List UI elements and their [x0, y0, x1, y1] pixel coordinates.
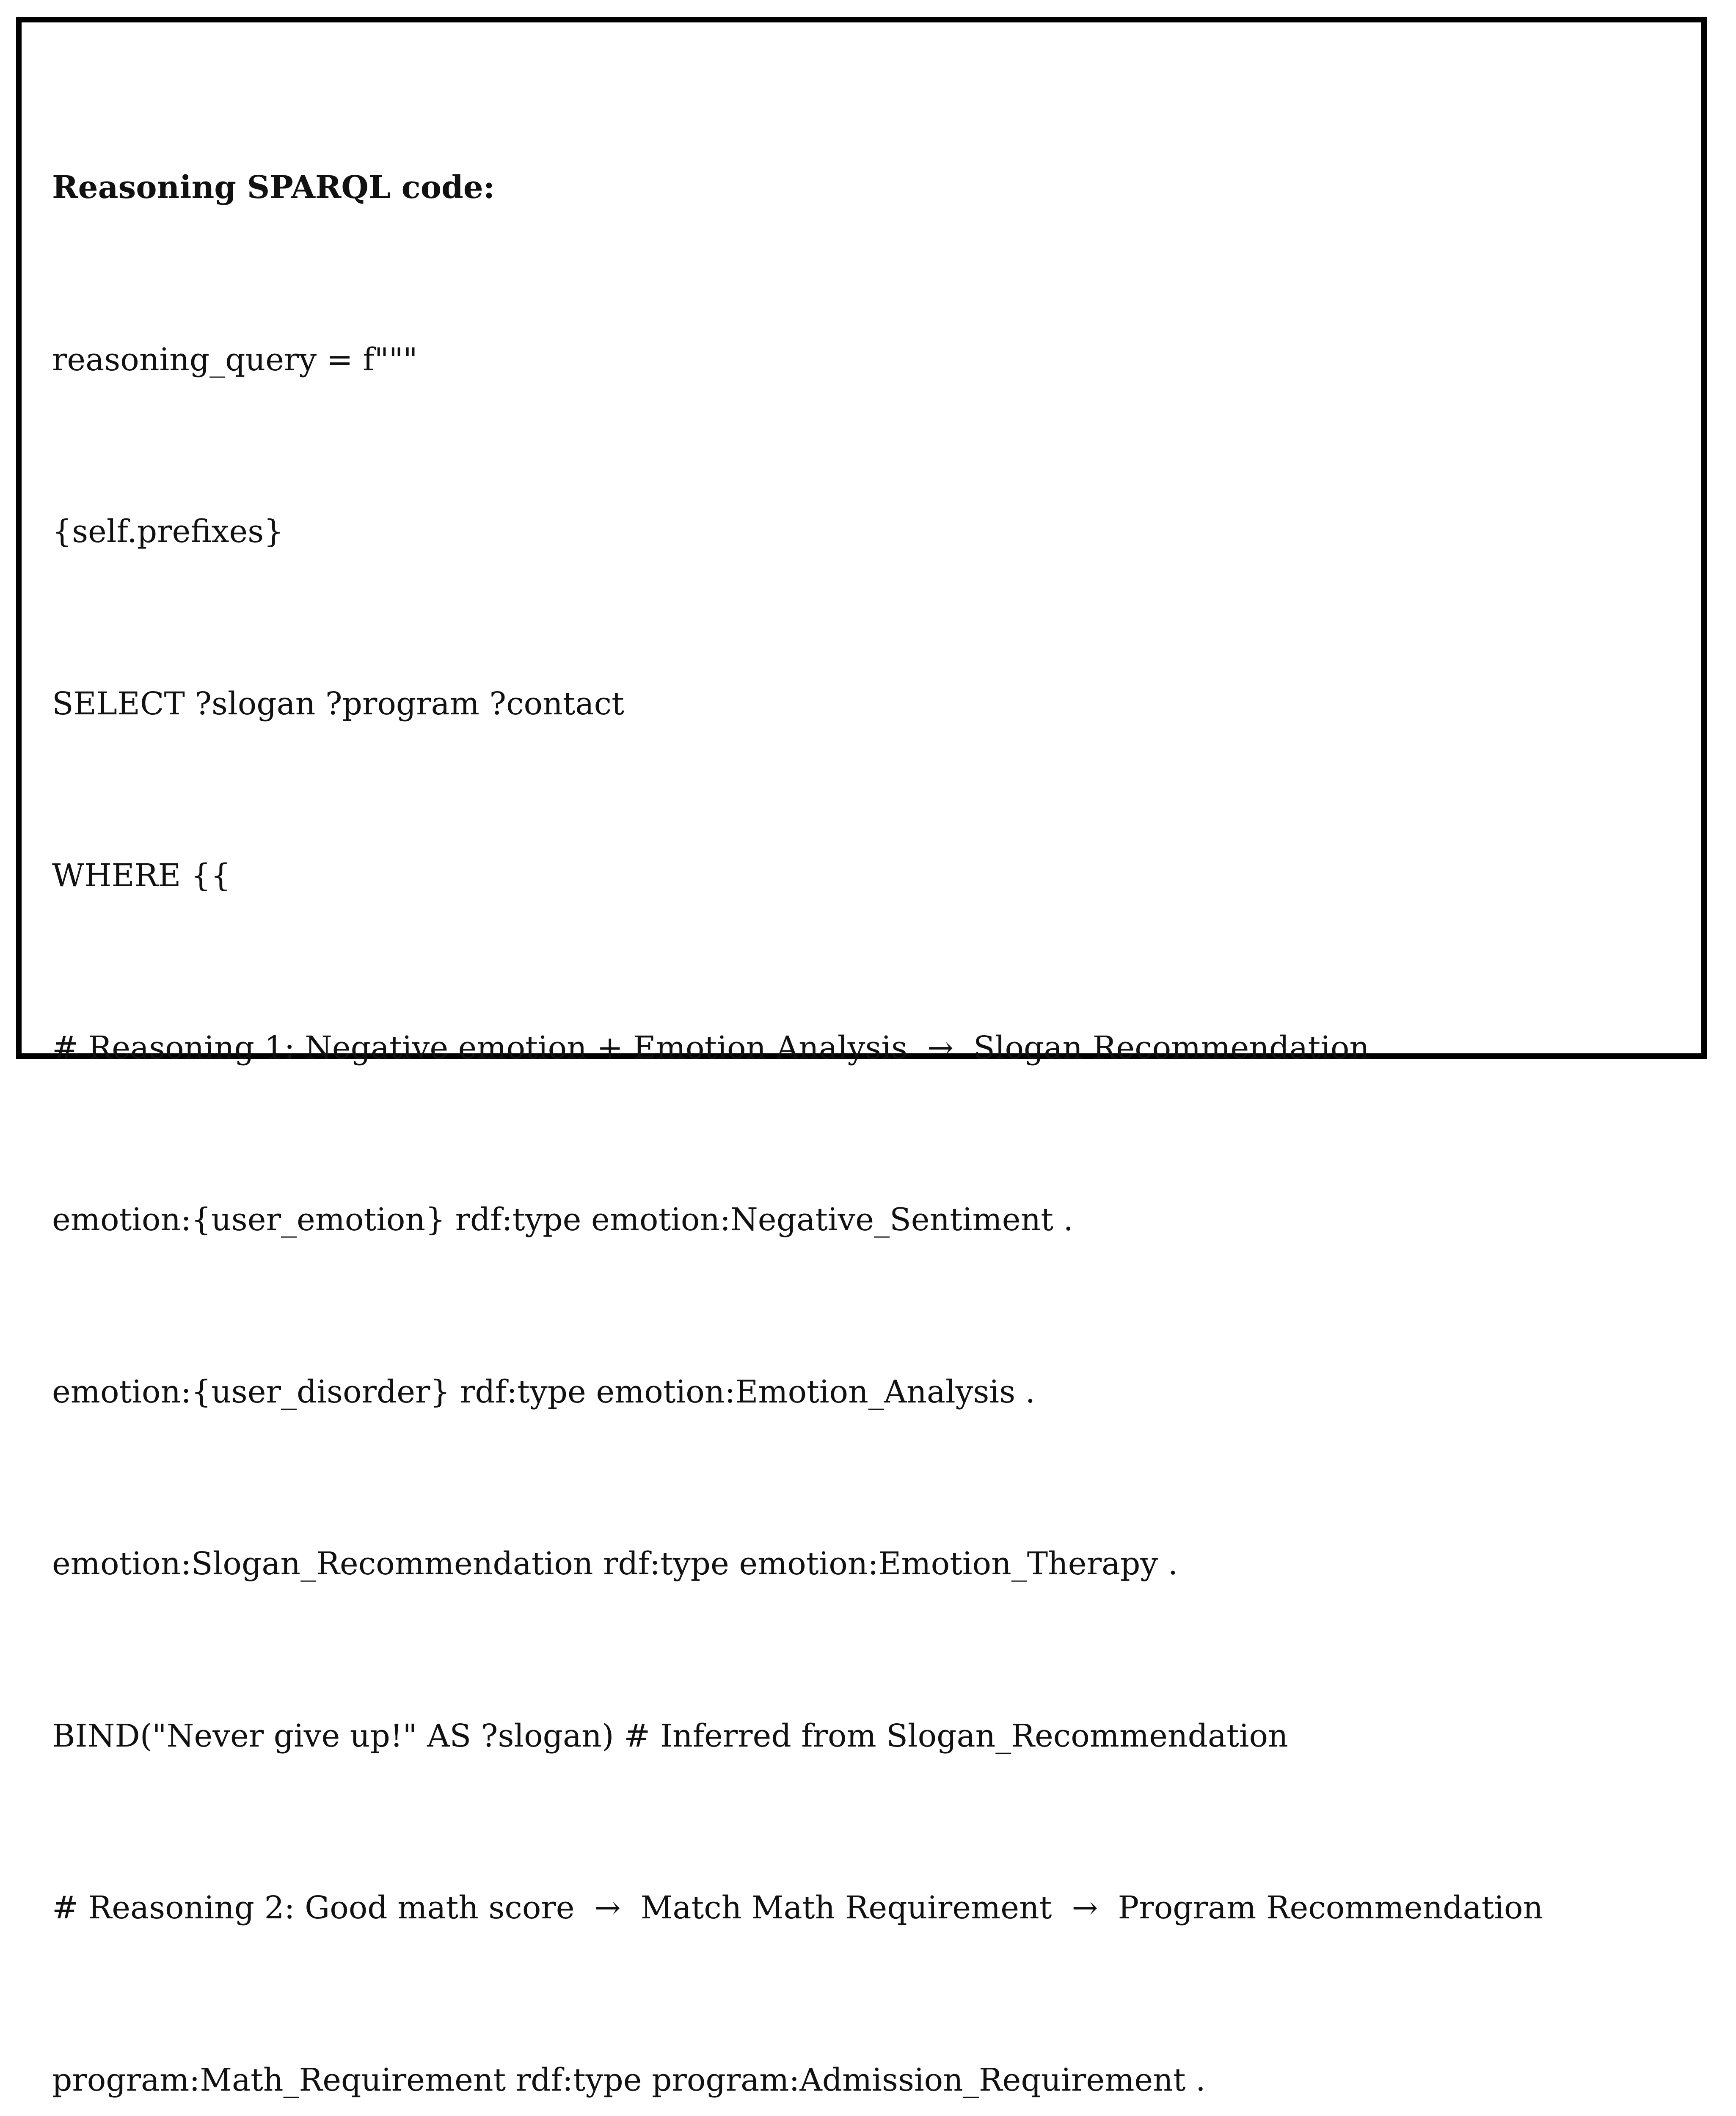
code-line-user-emotion: emotion:{user_emotion} rdf:type emotion:Negative_Sentiment .: [52, 1201, 1074, 1238]
code-line-slogan-recommendation: emotion:Slogan_Recommendation rdf:type emotion:Emotion_Therapy .: [52, 1546, 1178, 1582]
code-line-query-assignment: reasoning_query = f""": [52, 341, 418, 378]
code-line-where: WHERE {{: [52, 857, 231, 894]
code-line-math-requirement: program:Math_Requirement rdf:type program:Admission_Requirement .: [52, 2061, 1206, 2098]
sparql-code-block: [52, 44, 1676, 2116]
code-line-prefixes: {self.prefixes}: [52, 513, 284, 550]
code-line-user-disorder: emotion:{user_disorder} rdf:type emotion:Emotion_Analysis .: [52, 1373, 1036, 1410]
code-line-reasoning-2-comment: # Reasoning 2: Good math score → Match Math Requirement → Program Recommendation: [52, 1890, 1543, 1926]
code-line-bind-slogan: BIND("Never give up!" AS ?slogan) # Inferred from Slogan_Recommendation: [52, 1717, 1288, 1754]
code-line-select: SELECT ?slogan ?program ?contact: [52, 685, 624, 722]
code-heading: Reasoning SPARQL code:: [52, 169, 495, 206]
code-box-frame: [16, 17, 1707, 2098]
code-line-reasoning-1-comment: # Reasoning 1: Negative emotion + Emotion Analysis → Slogan Recommendation: [52, 1029, 1370, 1066]
